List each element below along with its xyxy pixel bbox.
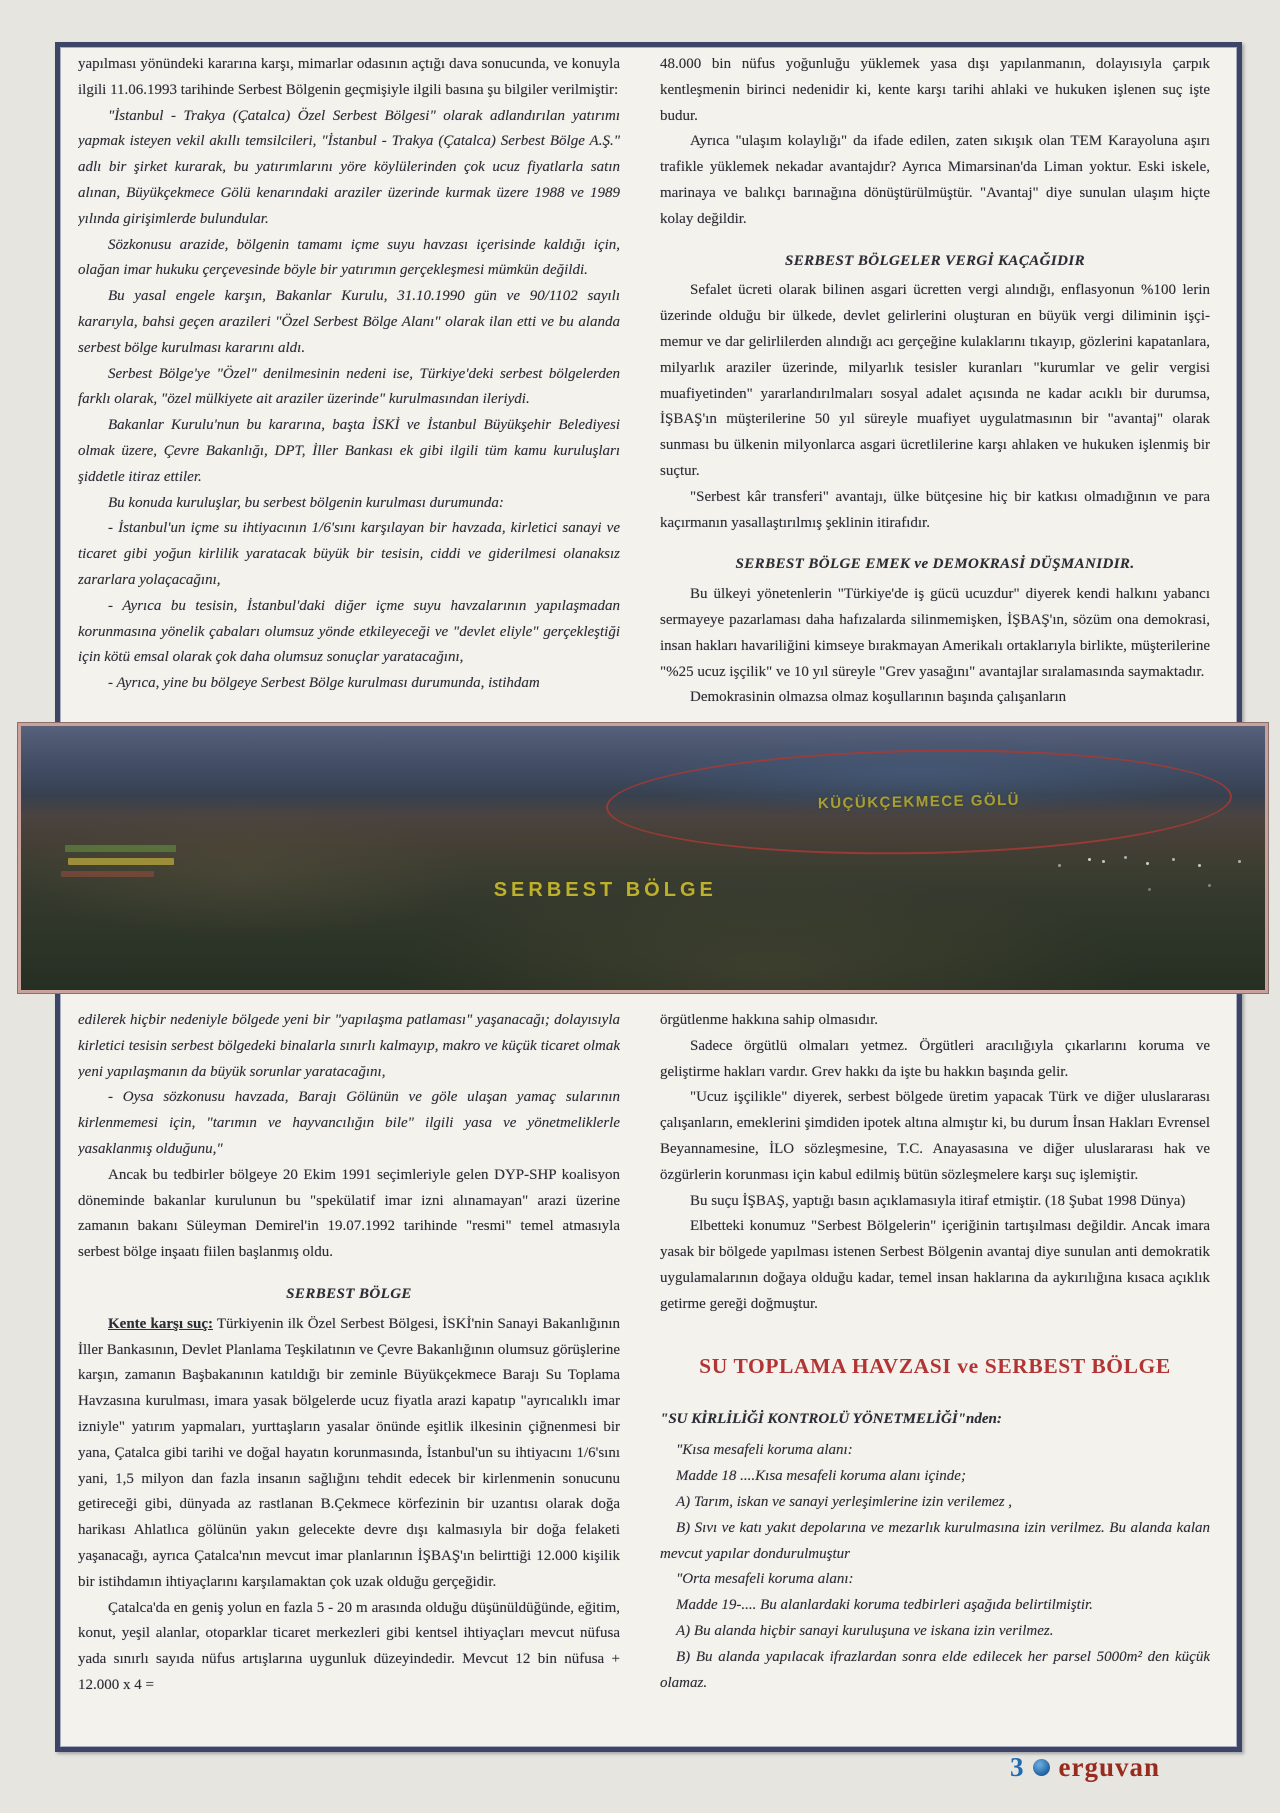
paragraph: Ayrıca "ulaşım kolaylığı" da ifade edilen, zaten sıkışık olan TEM Karayoluna aşırı trafikle yüklemek nekadar avantajdır? Ayrıca Mimarsinan'da Liman yoktur. Eski iskele, marinaya ve balıkçı barınağına dönüştürülmüştür. "Avantaj" diye sunulan ulaşım hiçte kolay değildir. <box>660 133 1210 227</box>
paragraph: örgütlenme hakkına sahip olmasıdır. <box>660 1012 879 1028</box>
section-heading-vergi: SERBEST BÖLGELER VERGİ KAÇAĞIDIR <box>785 252 1085 269</box>
lake-highlight-ellipse <box>605 744 1233 859</box>
regulation-line: Madde 18 ....Kısa mesafeli koruma alanı içinde; <box>676 1468 966 1485</box>
paragraph: Bu ülkeyi yönetenlerin "Türkiye'de iş gücü ucuzdur" diyerek kendi halkını yabancı sermayeye pazarlaması daha hafızalarda silinmemişken, İŞBAŞ'ın, sözüm ona demokrasi, insan hakları havariliğini kimseye bırakmayan Amerikalı ortaklarıyla birlikte, müşterilerine "%25 ucuz işçilik" ve 10 yıl süreyle "Grev yasağını" avantajlar sıralamasında saymaktadır. <box>660 586 1210 680</box>
photo-field-strip <box>68 858 174 865</box>
photo-field-strip <box>65 845 177 852</box>
paragraph: "İstanbul - Trakya (Çatalca) Özel Serbest Bölgesi" olarak adlandırılan yatırımı yapmak isteyen vekil akıllı temsilcileri, "İstanbul - Trakya (Çatalca) Serbest Bölge A.Ş." adlı bir şirket kurarak, bu yatırımlarını yöre köylülerinden çok ucuz fiyatlarla satın alınan, Büyükçekmece Gölü kenarındaki araziler üzerinde kurmak üzere 1988 ve 1989 yılında girişimlerde bulundular. <box>78 107 620 227</box>
photo-label-zone: SERBEST BÖLGE <box>493 879 717 902</box>
photo-label-lake: KÜÇÜKÇEKMECE GÖLÜ <box>817 791 1020 813</box>
left-column-bottom <box>78 1008 620 1734</box>
regulation-line: A) Bu alanda hiçbir sanayi kuruluşuna ve iskana izin verilmez. <box>676 1622 1054 1639</box>
section-heading-emek: SERBEST BÖLGE EMEK ve DEMOKRASİ DÜŞMANIDIR. <box>735 556 1135 573</box>
section-heading-serbest-bolge: SERBEST BÖLGE <box>286 1285 412 1302</box>
right-column-top <box>660 52 1210 720</box>
paragraph: "Serbest kâr transferi" avantajı, ülke bütçesine hiç bir katkısı olmadığının ve para kaçırmanın yasallaştırılmış şeklinin itirafıdır. <box>660 488 1210 531</box>
regulation-line: A) Tarım, iskan ve sanayi yerleşimlerine izin verilemez , <box>676 1493 1013 1510</box>
lead-phrase: Kente karşı suç: <box>108 1315 213 1332</box>
paragraph: Bu yasal engele karşın, Bakanlar Kurulu, 31.10.1990 gün ve 90/1102 sayılı kararıyla, bahsi geçen arazileri "Özel Serbest Bölge Alanı" olarak ilan etti ve bu alanda serbest bölge kurulması kararını aldı. <box>78 288 620 356</box>
regulation-heading: "SU KİRLİLİĞİ KONTROLÜ YÖNETMELİĞİ"nden: <box>660 1410 1002 1427</box>
paragraph: - İstanbul'un içme su ihtiyacının 1/6'sını karşılayan bir havzada, kirletici sanayi ve ticaret gibi yoğun kirlilik yaratacak büyük bir tesisin, ciddi ve giderilmesi olanaksız zararlara yolaçacağını, <box>78 520 620 588</box>
regulation-line: B) Sıvı ve katı yakıt depolarına ve mezarlık kurulmasına izin verilmez. Bu alanda kalan mevcut yapılar dondurulmuştur <box>660 1519 1210 1562</box>
paragraph: Serbest Bölge'ye "Özel" denilmesinin nedeni ise, Türkiye'deki serbest bölgelerden farklı olarak, "özel mülkiyete ait araziler üzerinde" kurulmasından ileriydi. <box>78 365 620 408</box>
paragraph: "Ucuz işçilikle" diyerek, serbest bölgede üretim yapacak Türk ve diğer uluslararası çalışanların, emeklerini şimdiden ipotek altına almıştır ki, bu durum İnsan Hakları Evrensel Beyannamesine, İLO sözleşmesine, T.C. Anayasasına ve diğer uluslararası hak ve özgürlerin korunması için kabul edilmiş bütün sözleşmelere karşı suç işlemiştir. <box>660 1089 1210 1183</box>
paragraph: Sadece örgütlü olmaları yetmez. Örgütleri aracılığıyla çıkarlarını koruma ve geliştirme hakları vardır. Grev hakkı da işte bu hakkın başında gelir. <box>660 1037 1210 1080</box>
paragraph: Demokrasinin olmazsa olmaz koşullarının başında çalışanların <box>690 689 1067 706</box>
paragraph: Elbetteki konumuz "Serbest Bölgelerin" içeriğinin tartışılması değildir. Ancak imara yasak bir bölgede yapılması istenen Serbest Bölgenin avantaj diye sunulan anti demokratik uygulamalarının doğaya olduğu kadar, temel insan haklarına da aykırılığına kısaca açıklık getirme gereği doğmuştur. <box>660 1218 1210 1312</box>
regulation-line: Madde 19-.... Bu alanlardaki koruma tedbirleri aşağıda belirtilmiştir. <box>676 1597 1093 1614</box>
paragraph: - Ayrıca, yine bu bölgeye Serbest Bölge kurulması durumunda, istihdam <box>108 675 540 692</box>
regulation-line: B) Bu alanda yapılacak ifrazlardan sonra elde edilecek her parsel 5000m² den küçük olamaz. <box>660 1648 1210 1691</box>
lead-paragraph <box>78 1312 620 1596</box>
paragraph: yapılması yönündeki kararına karşı, mimarlar odasının açtığı dava sonucunda, ve konuyla ilgili 11.06.1993 tarihinde Serbest Bölgenin geçmişiyle ilgili basına şu bilgiler verilmiştir: <box>78 56 620 98</box>
footer-dot-icon <box>1033 1759 1050 1776</box>
paragraph: Çatalca'da en geniş yolun en fazla 5 - 20 m arasında olduğu düşünüldüğünde, eğitim, konut, yeşil alanlar, otoparklar ticaret merkezleri gibi kentsel ihtiyaçları mevcut nüfusa yada sınırlı sayıda nüfus artışlarına uygunluk düzeyindedir. Mevcut 12 bin nüfusa + 12.000 x 4 = <box>78 1599 620 1693</box>
paragraph: Bakanlar Kurulu'nun bu kararına, başta İSKİ ve İstanbul Büyükşehir Belediyesi olmak üzere, Çevre Bakanlığı, DPT, İller Bankası ek gibi ilgili tüm kamu kuruluşları şiddetle itiraz ettiler. <box>78 417 620 485</box>
paragraph: Bu suçu İŞBAŞ, yaptığı basın açıklamasıyla itiraf etmiştir. (18 Şubat 1998 Dünya) <box>690 1192 1186 1209</box>
paragraph: Sözkonusu arazide, bölgenin tamamı içme suyu havzası içerisinde kaldığı için, olağan imar hukuku çerçevesinde böyle bir yatırımın gerçekleşmesi mümkün değildi. <box>78 236 620 279</box>
section-heading-su-toplama: SU TOPLAMA HAVZASI ve SERBEST BÖLGE <box>699 1353 1171 1378</box>
regulation-line: "Orta mesafeli koruma alanı: <box>676 1571 854 1588</box>
photo-field-strip <box>61 871 154 877</box>
paragraph: - Ayrıca bu tesisin, İstanbul'daki diğer içme suyu havzalarının yapılaşmadan korunmasına yönelik çabaları olumsuz yönde etkileyeceği ve "devlet eliyle" gerçekleştiği için kötü emsal olarak çok daha olumsuz sonuçlar yaratacağını, <box>78 597 620 666</box>
paragraph: Sefalet ücreti olarak bilinen asgari ücretten vergi alındığı, enflasyonun %100 lerin üzerinde olduğu bir ülkede, devlet gelirlerini oluşturan en büyük vergi diliminin işçi-memur ve dar gelirlilerden alındığı acı gerçeğine kulaklarını tıkayıp, gözlerini kapatanlara, milyarlık araziler üzerinde, milyarlık tesisler kuranları "kurumlar ve gelir vergisi muafiyetinden" yararlandırılmaları sosyal adalet açısında ne kadar acıklı bir durumsa, İŞBAŞ'ın müşterilerine 50 yıl süreyle muafiyet uygulatmasının bir "avantaj" olarak sunması bu ülkenin milyonlarca asgari ücretlilerine karşı ahlaken ve hukuken işlenmiş bir suçtur. <box>660 282 1210 479</box>
paragraph: Bu konuda kuruluşlar, bu serbest bölgenin kurulması durumunda: <box>108 494 504 511</box>
paragraph: 48.000 bin nüfus yoğunluğu yüklemek yasa dışı yapılanmanın, dolayısıyla çarpık kentleşmenin birinci nedenidir ki, kente karşı tarihi ahlaki ve hukuken işlenen suç işte budur. <box>660 56 1210 124</box>
lead-paragraph-text: Türkiyenin ilk Özel Serbest Bölgesi, İSKİ'nin Sanayi Bakanlığının İller Bankasının, Devlet Planlama Teşkilatının ve Çevre Bakanlığının olumsuz görüşlerine karşın, zamanın Başbakanının katıldığı bir zeminle Büyükçekmece Barajı Su Toplama Havzasına kurulması, imara yasak bölgelerde ucuz fiyatla arazi kapatıp "ayrıcalıklı imar izniyle" yatırım yapmaları, yurttaşların yasalar önünde eşitlik ilkesinin çiğnenmesi bir yana, Çatalca gibi tarihi ve doğal hayatın korunmasında, İstanbul'un su ihtiyacını 1/6'sını yani, 1,5 milyon dan fazla insanın sağlığını tehdit edecek bir kirlenmenin sonucunu getireceği gibi, dünyada az rastlanan B.Çekmece körfezinin bir uzantısı olarak doğa harikası Ahlatlıca gölünün yakın gelecekte devre dışı kalmasıyla bir doğa felaketi yaşanacağı, ayrıca Çatalca'nın mevcut imar planlarının İŞBAŞ'ın belirttiği 12.000 kişilik bir istihdamın ihtiyaçlarını karşılamaktan çok uzak olduğu gerçeğidir. <box>78 1315 620 1590</box>
page-footer <box>1010 1752 1160 1783</box>
photo-building-lights <box>1088 858 1091 861</box>
aerial-photo-serbest-bolge <box>18 723 1268 993</box>
magazine-name: erguvan <box>1058 1752 1160 1782</box>
paragraph: - Oysa sözkonusu havzada, Barajı Gölünün ve göle ulaşan yamaç sularının kirlenmemesi için, "tarımın ve hayvancılığın bile" ilgili yasa ve yönetmeliklerle yasaklanmış olduğunu," <box>78 1089 620 1157</box>
left-column-top <box>78 52 620 720</box>
paragraph: Ancak bu tedbirler bölgeye 20 Ekim 1991 seçimleriyle gelen DYP-SHP koalisyon döneminde bakanlar kurulunun bu "spekülatif imar izni alınamayan" arazi üzerine zamanın bakanı Süleyman Demirel'in 19.07.1992 tarihinde "resmi" temel atmasıyla serbest bölge inşaatı fiilen başlanmış oldu. <box>78 1166 620 1261</box>
regulation-line: "Kısa mesafeli koruma alanı: <box>676 1442 853 1459</box>
paragraph: edilerek hiçbir nedeniyle bölgede yeni bir "yapılaşma patlaması" yaşanacağı; dolayısıyla kirletici tesisin serbest bölgedeki binalarla sınırlı kalmayıp, makro ve küçük ticaret olmak yeni yapılaşmanın da büyük sorunlar yaratacağını, <box>78 1012 620 1080</box>
right-column-bottom <box>660 1008 1210 1734</box>
page-number: 3 <box>1010 1752 1024 1782</box>
